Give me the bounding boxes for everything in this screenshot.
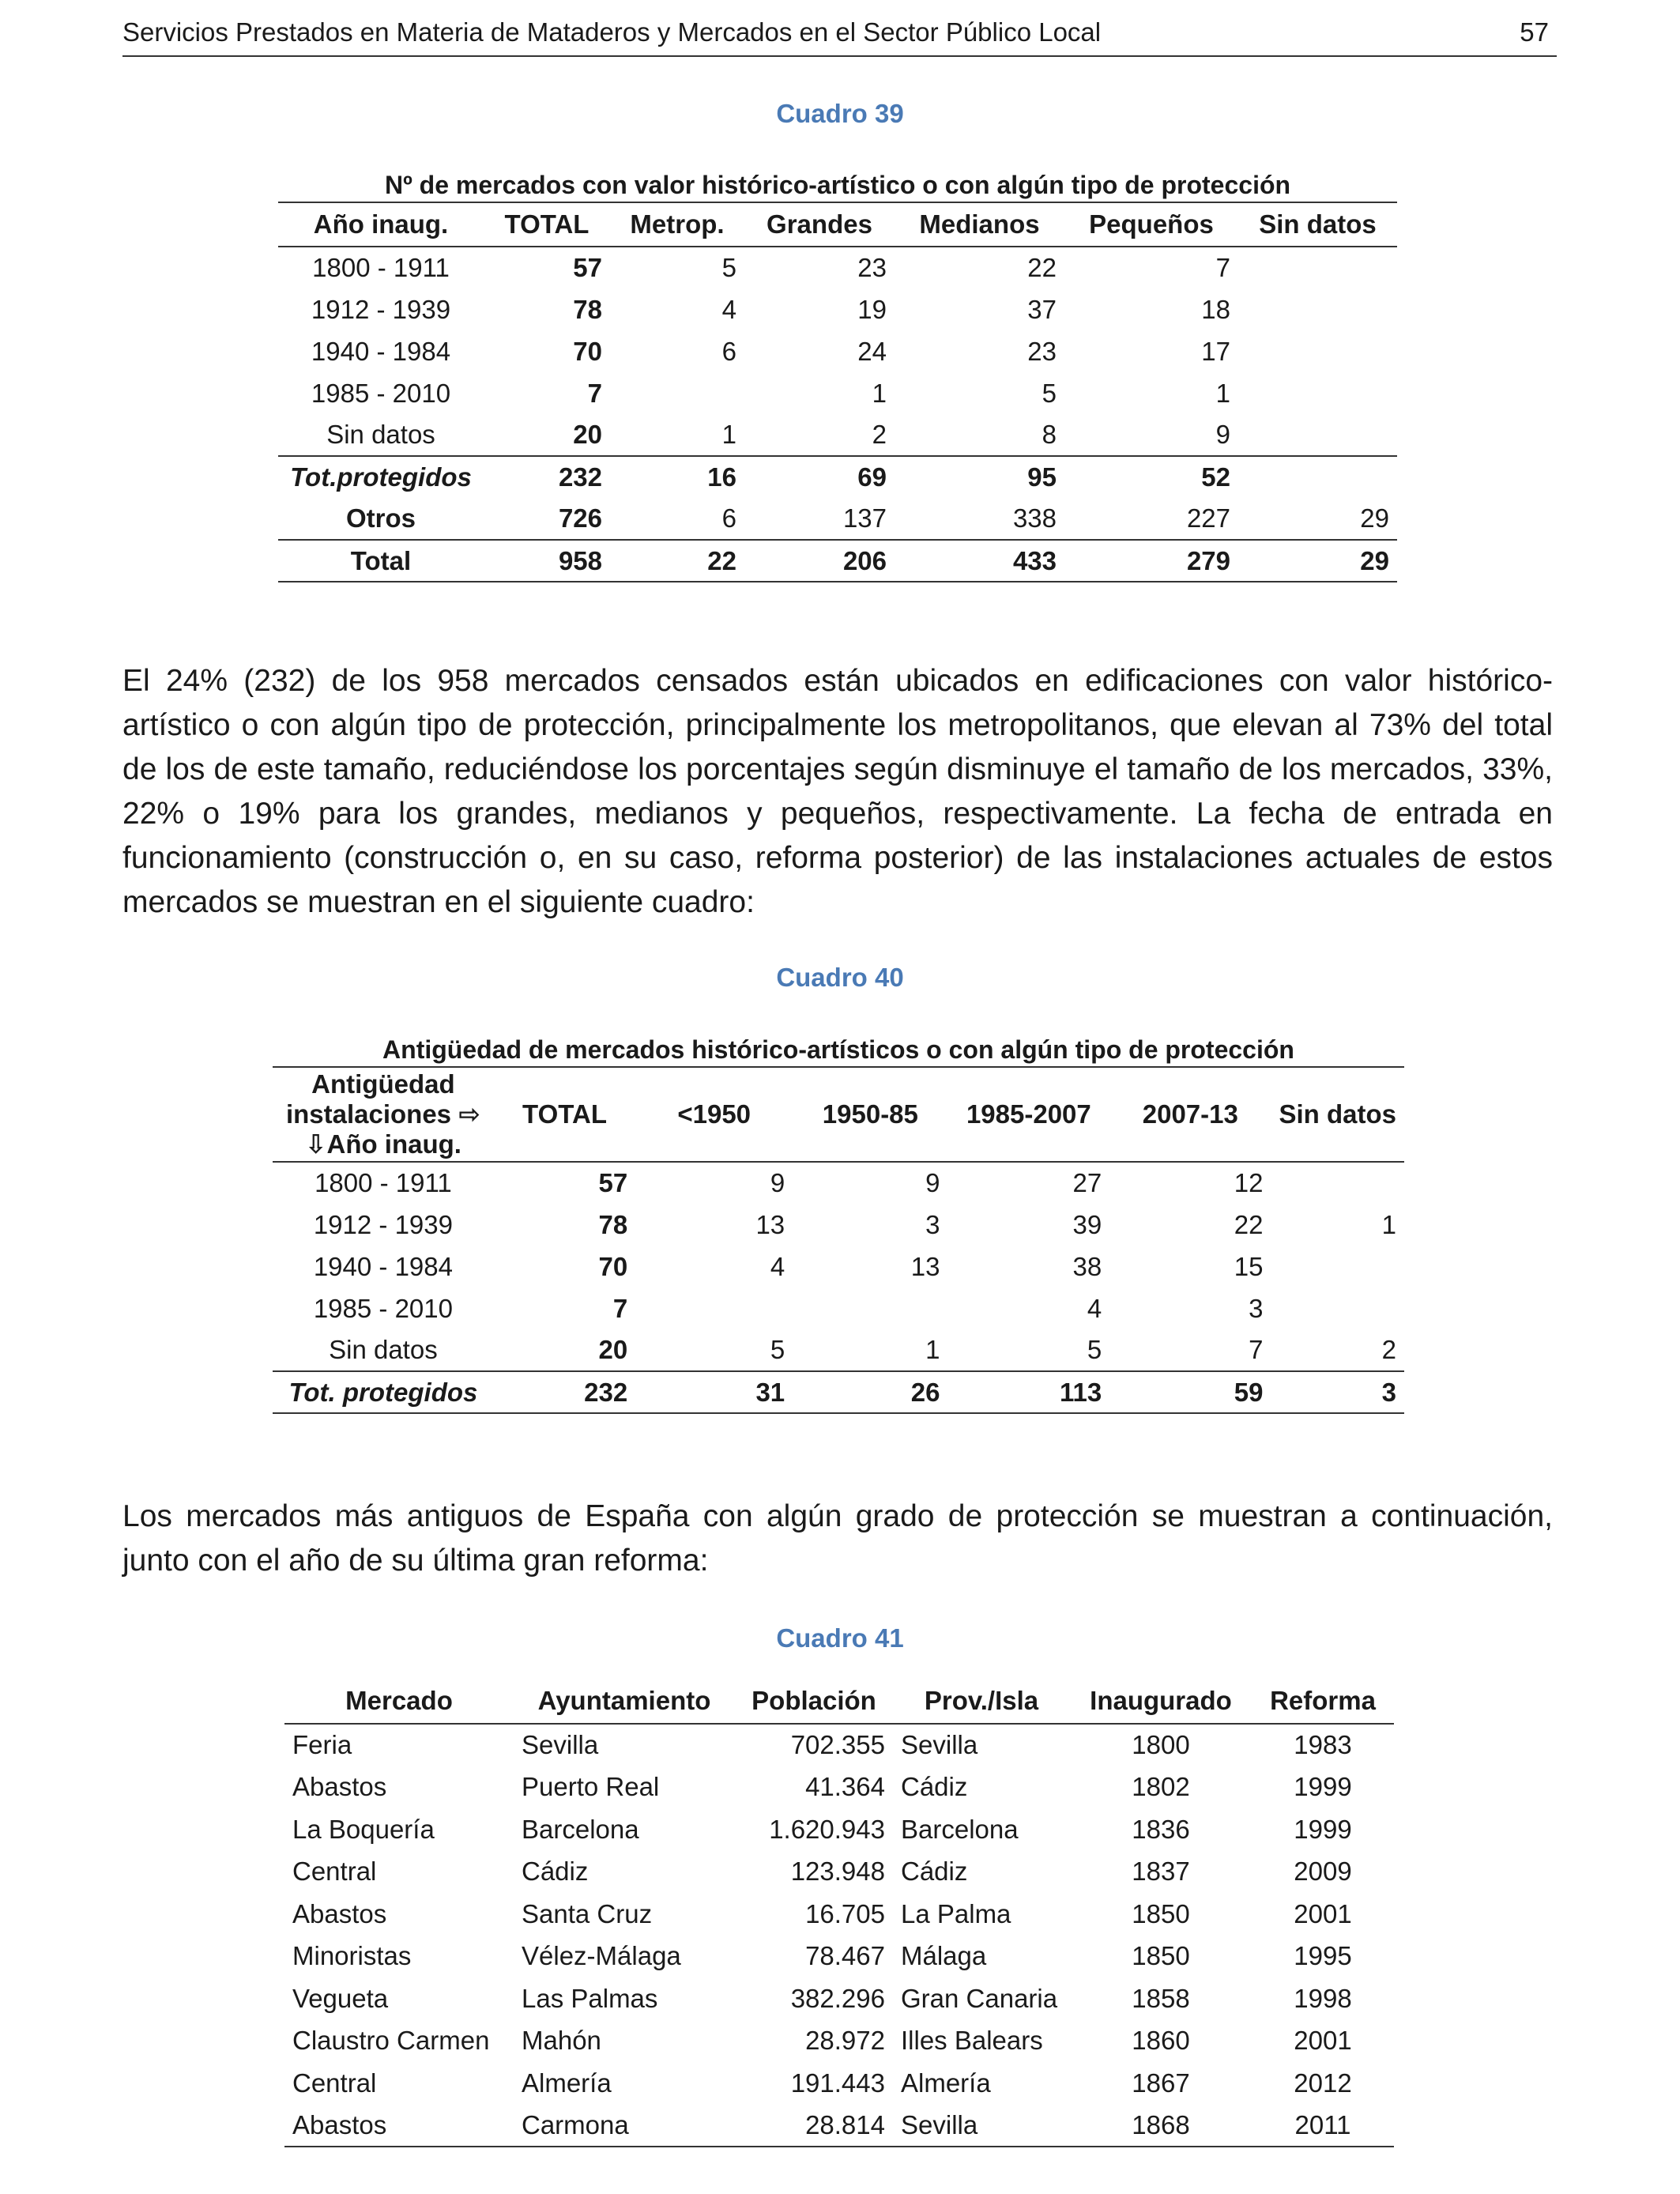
column-header: 1985-2007: [948, 1067, 1110, 1162]
table-cell: 1998: [1294, 1983, 1352, 2013]
table-cell: [793, 1287, 947, 1329]
table-cell: Abastos: [292, 1772, 387, 1802]
table-cell: Abastos: [284, 2105, 514, 2147]
table-cell: 1860: [1132, 2026, 1190, 2056]
table-cell: [1271, 1162, 1404, 1204]
page-header: [122, 13, 1557, 57]
column-header: Prov./Isla: [893, 1679, 1070, 1724]
table-cell: 1.620.943: [769, 1814, 885, 1844]
table-cell: 1999: [1294, 1814, 1352, 1844]
table-cell: Mahón: [522, 2026, 601, 2056]
cuadro-40-caption: Cuadro 40: [776, 963, 904, 992]
table-cell: Claustro Carmen: [292, 2026, 490, 2056]
table-cell: 15: [1234, 1251, 1264, 1281]
row-label: Otros: [345, 503, 416, 533]
table-cell: 4: [1087, 1293, 1102, 1323]
table-cell: Carmona: [514, 2105, 735, 2147]
table-cell: 26: [793, 1371, 947, 1413]
table-cell: 95: [895, 456, 1064, 498]
header-line: instalaciones ⇨: [285, 1099, 480, 1129]
table-cell: 279: [1064, 540, 1238, 582]
table-cell: 16.705: [805, 1898, 885, 1928]
table-cell: La Palma: [901, 1898, 1011, 1928]
table-cell: 2001: [1294, 2026, 1352, 2056]
table-cell: Santa Cruz: [522, 1898, 653, 1928]
table-cell: Abastos: [292, 1898, 387, 1928]
table-row: [278, 288, 1397, 330]
table-cell: 57: [573, 253, 602, 282]
table-cell: 22: [1027, 253, 1057, 282]
table-cell: 29: [1360, 503, 1389, 533]
table-cell: 23: [857, 253, 887, 282]
table-cell: 123.948: [790, 1857, 885, 1887]
table-cell: 227: [1186, 503, 1230, 533]
row-label: 1985 - 2010: [311, 378, 451, 408]
table-cell: Gran Canaria: [901, 1983, 1058, 2013]
table-cell: 17: [1201, 336, 1230, 366]
table-cell: Las Palmas: [522, 1983, 658, 2013]
paragraph-1: El 24% (232) de los 958 mercados censados están ubicados en edificaciones con valor histórico-artístico o con algún tipo de protección, principalmente los metropolitanos, que elevan al 73% del total de los de este tamaño, reduciéndose los porcentajes según disminuye el tamaño de los mercados, 33%, 22% o 19% para los grandes, medianos y pequeños, respectivamente. La fecha de entrada en funcionamiento (construcción o, en su caso, reforma posterior) de las instalaciones actuales de estos mercados se muestran en el siguiente cuadro:: [122, 664, 1553, 919]
table-row: [284, 2105, 1394, 2147]
table-cell: Málaga: [901, 1941, 987, 1971]
cuadro-39-table: [278, 202, 1397, 582]
table-cell: 1: [1381, 1209, 1396, 1239]
table-cell: Almería: [901, 2068, 991, 2098]
table-cell: [1238, 456, 1397, 498]
row-label: Sin datos: [326, 420, 435, 449]
column-header: Inaugurado: [1070, 1679, 1252, 1724]
column-header: Grandes: [744, 202, 895, 247]
table-cell: 27: [1072, 1168, 1102, 1197]
table-cell: 1802: [1132, 1772, 1190, 1802]
table-cell: 382.296: [790, 1983, 885, 2013]
table-header-row: [284, 1679, 1394, 1724]
table-cell: 39: [1072, 1209, 1102, 1239]
table-cell: 1850: [1132, 1898, 1190, 1928]
header-line: Antigüedad: [311, 1069, 455, 1099]
table-cell: 22: [610, 540, 744, 582]
table-cell: Cádiz: [901, 1857, 968, 1887]
table-cell: Illes Balears: [901, 2026, 1043, 2056]
column-header: Población: [735, 1679, 893, 1724]
table-cell: Sevilla: [901, 1730, 978, 1760]
column-header: TOTAL: [494, 1067, 635, 1162]
table-cell: 1995: [1294, 1941, 1352, 1971]
table-cell: 6: [721, 336, 736, 366]
table-cell: 18: [1201, 294, 1230, 324]
table-cell: 8: [1042, 420, 1057, 449]
table-cell: Almería: [522, 2068, 612, 2098]
column-header: 1950-85: [793, 1067, 947, 1162]
table-row: [278, 498, 1397, 540]
table-cell: 78: [573, 294, 602, 324]
table-cell: 4: [721, 294, 736, 324]
table-cell: Barcelona: [901, 1814, 1019, 1844]
table-cell: 5: [770, 1335, 785, 1364]
paragraph-2: Los mercados más antiguos de España con algún grado de protección se muestran a continuación, junto con el año de su última gran reforma:: [122, 1499, 1553, 1578]
table-cell: 59: [1109, 1371, 1271, 1413]
table-cell: 2001: [1294, 1898, 1352, 1928]
cuadro-40-title: Antigüedad de mercados histórico-artísticos o con algún tipo de protección: [382, 1035, 1294, 1064]
table-row: [284, 1977, 1394, 2020]
cuadro-40-table: [273, 1066, 1404, 1414]
row-label: 1912 - 1939: [313, 1209, 453, 1239]
table-cell: 2: [872, 420, 887, 449]
table-cell: Sevilla: [522, 1730, 599, 1760]
row-label: 1912 - 1939: [311, 294, 451, 324]
header-title: Servicios Prestados en Materia de Mataderos y Mercados en el Sector Público Local: [122, 17, 1102, 47]
table-cell: [1238, 372, 1397, 414]
table-cell: 78: [598, 1209, 628, 1239]
table-cell: [1238, 330, 1397, 372]
table-cell: Feria: [292, 1730, 352, 1760]
table-row: [278, 540, 1397, 582]
table-cell: 1983: [1294, 1730, 1352, 1760]
table-cell: 206: [744, 540, 895, 582]
table-row: [273, 1371, 1404, 1413]
column-header-antiguedad: [273, 1067, 494, 1162]
table-cell: 1868: [1070, 2105, 1252, 2147]
table-cell: 20: [598, 1335, 628, 1364]
table-row: [284, 2020, 1394, 2063]
column-header: Mercado: [284, 1679, 514, 1724]
table-cell: 7: [612, 1293, 628, 1323]
table-cell: 4: [770, 1251, 785, 1281]
table-cell: [610, 372, 744, 414]
column-header: Ayuntamiento: [514, 1679, 735, 1724]
table-cell: 7: [1215, 253, 1230, 282]
table-cell: 38: [1072, 1251, 1102, 1281]
table-cell: 9: [925, 1168, 940, 1197]
table-cell: Barcelona: [522, 1814, 639, 1844]
table-cell: 70: [598, 1251, 628, 1281]
page-number: 57: [1520, 17, 1549, 47]
column-header: Sin datos: [1238, 202, 1397, 247]
row-label: Sin datos: [329, 1335, 438, 1364]
table-cell: 1999: [1294, 1772, 1352, 1802]
table-cell: 1: [1215, 378, 1230, 408]
table-cell: 338: [1012, 503, 1057, 533]
table-row: [273, 1246, 1404, 1287]
table-cell: Cádiz: [522, 1857, 589, 1887]
table-cell: 31: [635, 1371, 793, 1413]
table-cell: [1271, 1287, 1404, 1329]
table-cell: 7: [587, 378, 602, 408]
table-row: [284, 1851, 1394, 1894]
table-cell: 232: [484, 456, 610, 498]
table-row: [273, 1204, 1404, 1246]
table-cell: [1271, 1246, 1404, 1287]
table-cell: 13: [910, 1251, 940, 1281]
row-label: 1985 - 2010: [313, 1293, 453, 1323]
table-cell: 70: [573, 336, 602, 366]
table-cell: 13: [755, 1209, 785, 1239]
column-header: Pequeños: [1064, 202, 1238, 247]
table-cell: 24: [857, 336, 887, 366]
table-cell: [1238, 288, 1397, 330]
table-row: [278, 456, 1397, 498]
row-label: 1940 - 1984: [311, 336, 451, 366]
table-cell: Puerto Real: [522, 1772, 660, 1802]
table-cell: 23: [1027, 336, 1057, 366]
table-row: [273, 1329, 1404, 1371]
table-row: [278, 247, 1397, 288]
table-cell: 1867: [1132, 2068, 1190, 2098]
table-cell: 433: [895, 540, 1064, 582]
table-cell: 22: [1234, 1209, 1264, 1239]
table-cell: 9: [1215, 420, 1230, 449]
table-cell: 5: [1042, 378, 1057, 408]
table-cell: 20: [573, 420, 602, 449]
table-cell: Vegueta: [292, 1983, 389, 2013]
column-header: Año inaug.: [278, 202, 484, 247]
table-cell: 2009: [1294, 1857, 1352, 1887]
table-cell: 3: [1271, 1371, 1404, 1413]
row-label: 1940 - 1984: [313, 1251, 453, 1281]
table-cell: 2: [1381, 1335, 1396, 1364]
table-cell: 19: [857, 294, 887, 324]
row-label: 1800 - 1911: [312, 253, 450, 282]
cuadro-41-caption: Cuadro 41: [776, 1623, 904, 1653]
table-cell: 3: [1249, 1293, 1264, 1323]
table-cell: Vélez-Málaga: [522, 1941, 681, 1971]
table-cell: 726: [558, 503, 602, 533]
table-cell: 57: [598, 1168, 628, 1197]
table-row: [273, 1162, 1404, 1204]
table-cell: 37: [1027, 294, 1057, 324]
table-cell: [635, 1287, 793, 1329]
table-cell: Minoristas: [292, 1941, 412, 1971]
table-cell: 29: [1238, 540, 1397, 582]
column-header: Metrop.: [610, 202, 744, 247]
table-cell: 6: [721, 503, 736, 533]
table-cell: Sevilla: [893, 2105, 1070, 2147]
row-label: Tot.protegidos: [278, 456, 484, 498]
table-row: [284, 1893, 1394, 1936]
column-header: <1950: [635, 1067, 793, 1162]
table-cell: 191.443: [790, 2068, 885, 2098]
table-cell: 113: [948, 1371, 1110, 1413]
column-header: 2007-13: [1109, 1067, 1271, 1162]
table-cell: 16: [610, 456, 744, 498]
row-label: 1800 - 1911: [315, 1168, 452, 1197]
table-header-row: [278, 202, 1397, 247]
header-line: ⇩Año inaug.: [304, 1129, 461, 1159]
column-header: Sin datos: [1271, 1067, 1404, 1162]
table-cell: Cádiz: [901, 1772, 968, 1802]
table-cell: 3: [925, 1209, 940, 1239]
table-cell: 52: [1064, 456, 1238, 498]
table-row: [284, 2062, 1394, 2105]
table-cell: 232: [494, 1371, 635, 1413]
table-cell: 78.467: [805, 1941, 885, 1971]
table-cell: 12: [1234, 1168, 1264, 1197]
cuadro-41-table: [284, 1679, 1394, 2147]
table-row: [284, 1724, 1394, 1766]
table-cell: 69: [744, 456, 895, 498]
cuadro-39-caption: Cuadro 39: [776, 99, 904, 128]
table-row: [278, 330, 1397, 372]
row-label: Total: [278, 540, 484, 582]
table-cell: 7: [1249, 1335, 1264, 1364]
column-header: Medianos: [895, 202, 1064, 247]
table-cell: 1837: [1132, 1857, 1190, 1887]
table-cell: 1800: [1132, 1730, 1190, 1760]
table-row: [278, 414, 1397, 456]
column-header: TOTAL: [484, 202, 610, 247]
row-label: Tot. protegidos: [273, 1371, 494, 1413]
table-cell: 28.972: [805, 2026, 885, 2056]
table-cell: 1: [721, 420, 736, 449]
table-cell: 1850: [1132, 1941, 1190, 1971]
table-cell: Central: [292, 2068, 377, 2098]
table-cell: [1238, 247, 1397, 288]
table-cell: 1836: [1132, 1814, 1190, 1844]
table-cell: 1: [925, 1335, 940, 1364]
table-cell: [1238, 414, 1397, 456]
table-row: [273, 1287, 1404, 1329]
cuadro-39-title: Nº de mercados con valor histórico-artístico o con algún tipo de protección: [384, 171, 1291, 199]
table-cell: 1: [872, 378, 887, 408]
table-cell: Central: [292, 1857, 377, 1887]
table-cell: 137: [842, 503, 887, 533]
table-row: [284, 1936, 1394, 1978]
table-header-row: [273, 1067, 1404, 1162]
table-cell: 2012: [1294, 2068, 1352, 2098]
table-cell: 28.814: [735, 2105, 893, 2147]
table-cell: 1858: [1132, 1983, 1190, 2013]
table-row: [284, 1808, 1394, 1851]
table-cell: 5: [1087, 1335, 1102, 1364]
table-cell: 958: [484, 540, 610, 582]
table-cell: 9: [770, 1168, 785, 1197]
table-cell: La Boquería: [292, 1814, 435, 1844]
table-row: [278, 372, 1397, 414]
table-row: [284, 1766, 1394, 1809]
table-cell: 41.364: [805, 1772, 885, 1802]
table-cell: 5: [721, 253, 736, 282]
column-header: Reforma: [1252, 1679, 1394, 1724]
table-cell: 2011: [1252, 2105, 1394, 2147]
table-cell: 702.355: [790, 1730, 885, 1760]
